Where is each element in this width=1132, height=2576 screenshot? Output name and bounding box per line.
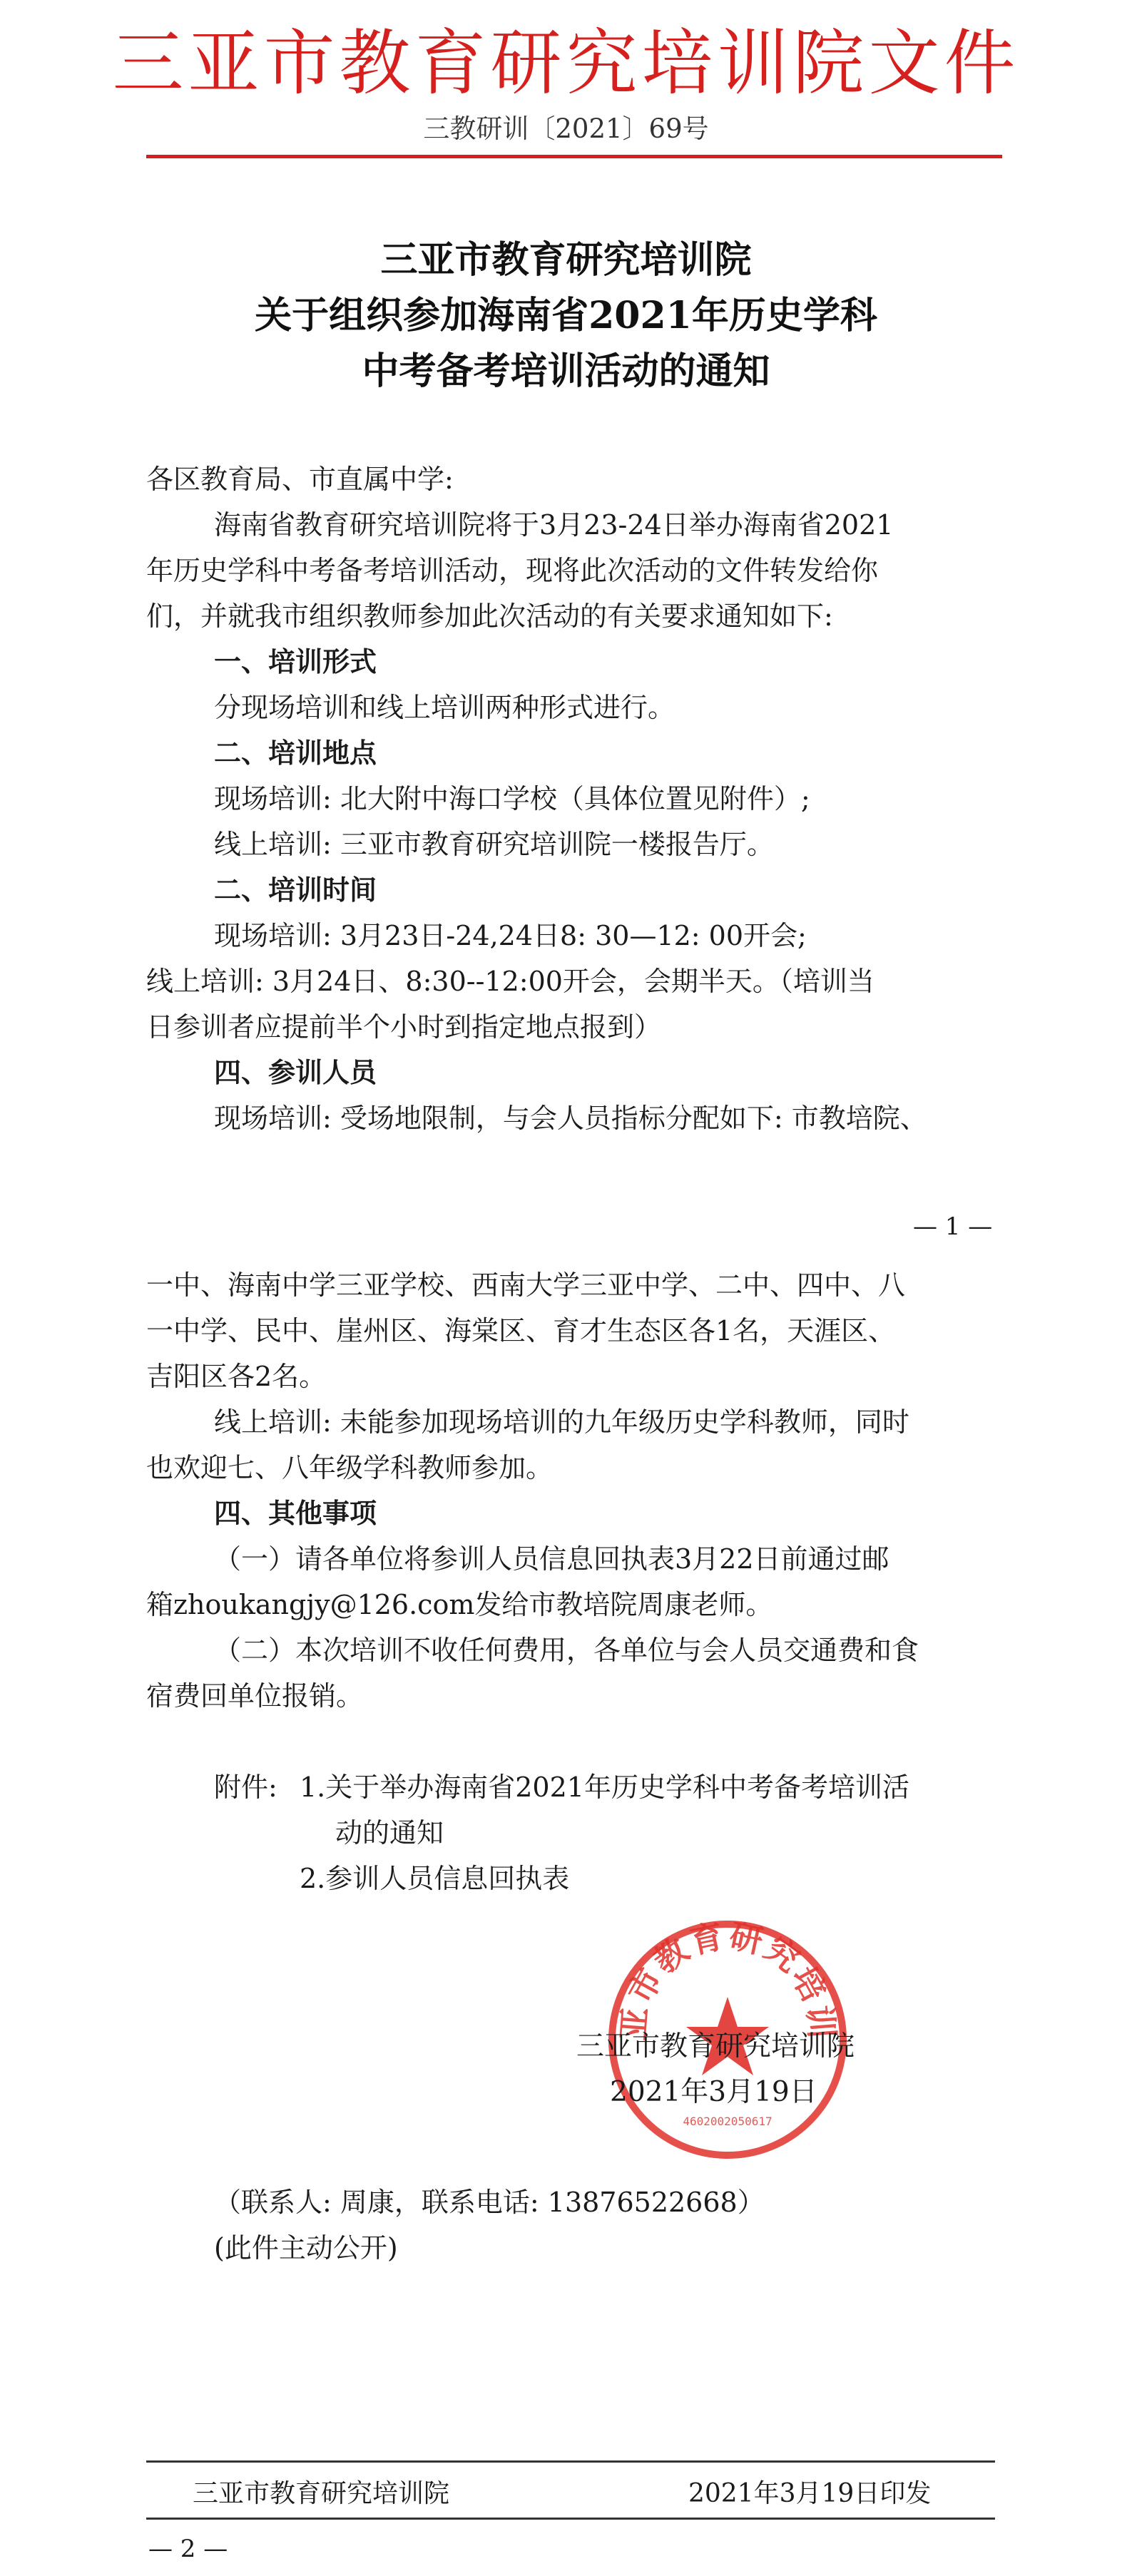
header-red-rule [146, 155, 1002, 158]
participants-onsite-cont-1: 一中、海南中学三亚学校、西南大学三亚中学、二中、四中、八 [146, 1269, 906, 1301]
salutation: 各区教育局、市直属中学: [146, 464, 454, 495]
participants-onsite-cont-3: 吉阳区各2名。 [146, 1361, 327, 1392]
section-heading-other-matters: 四、其他事项 [214, 1498, 377, 1529]
section-heading-participants: 四、参训人员 [214, 1057, 377, 1088]
intro-line-3: 们，并就我市组织教师参加此次活动的有关要求通知如下: [146, 600, 833, 632]
other-item1-line1: （一）请各单位将参训人员信息回执表3月22日前通过邮 [214, 1543, 889, 1575]
document-header-title: 三亚市教育研究培训院文件 [112, 21, 1020, 105]
document-number: 三教研训〔2021〕69号 [423, 113, 709, 144]
footer-print-date: 2021年3月19日印发 [688, 2479, 932, 2508]
participants-online-2: 也欢迎七、八年级学科教师参加。 [146, 1452, 554, 1483]
attachment-item-1-cont: 动的通知 [335, 1817, 444, 1849]
participants-onsite-cont-2: 一中学、民中、崖州区、海棠区、育才生态区各1名，天涯区、 [146, 1315, 896, 1346]
seal-text: 亚市教育研究培训 [613, 1918, 842, 2042]
public-note: (此件主动公开) [214, 2232, 398, 2264]
location-onsite: 现场培训: 北大附中海口学校（具体位置见附件）; [214, 783, 810, 814]
section-heading-training-location: 二、培训地点 [214, 737, 377, 769]
signature-org: 三亚市教育研究培训院 [576, 2030, 855, 2063]
attachment-item-1: 1.关于举办海南省2021年历史学科中考备考培训活 [300, 1772, 909, 1803]
other-item2-line2: 宿费回单位报销。 [146, 1680, 364, 1712]
location-online: 线上培训: 三亚市教育研究培训院一楼报告厅。 [214, 829, 774, 860]
section-heading-training-time: 二、培训时间 [214, 874, 377, 906]
other-item2-line1: （二）本次培训不收任何费用，各单位与会人员交通费和食 [214, 1635, 919, 1666]
intro-line-1: 海南省教育研究培训院将于3月23-24日举办海南省2021 [214, 509, 894, 541]
footer-rule-bottom [146, 2518, 995, 2520]
page-number-2: — 2 — [148, 2535, 228, 2563]
notice-title-line-2: 关于组织参加海南省2021年历史学科 [255, 294, 877, 337]
footer-rule-top [146, 2460, 995, 2463]
intro-line-2: 年历史学科中考备考培训活动，现将此次活动的文件转发给你 [146, 555, 879, 586]
other-item1-line2: 箱zhoukangjy@126.com发给市教培院周康老师。 [146, 1589, 773, 1620]
notice-title-line-3: 中考备考培训活动的通知 [362, 349, 770, 393]
time-online: 线上培训: 3月24日、8:30--12:00开会，会期半天。（培训当 [146, 966, 875, 997]
notice-title-line-1: 三亚市教育研究培训院 [380, 238, 752, 282]
participants-online-1: 线上培训: 未能参加现场培训的九年级历史学科教师，同时 [214, 1406, 909, 1438]
page-number-1: — 1 — [913, 1212, 993, 1241]
time-online-cont: 日参训者应提前半个小时到指定地点报到） [146, 1011, 662, 1043]
attachments-label: 附件: [214, 1772, 277, 1803]
contact-info: （联系人: 周康，联系电话: 13876522668） [214, 2187, 765, 2218]
attachment-item-2: 2.参训人员信息回执表 [300, 1863, 570, 1894]
seal-code: 4602002050617 [683, 2115, 772, 2128]
time-onsite: 现场培训: 3月23日-24,24日8: 30—12: 00开会; [214, 920, 807, 951]
signature-date: 2021年3月19日 [610, 2076, 817, 2108]
footer-org: 三亚市教育研究培训院 [193, 2479, 450, 2508]
training-format-text: 分现场培训和线上培训两种形式进行。 [214, 692, 675, 723]
section-heading-training-format: 一、培训形式 [214, 646, 377, 678]
participants-onsite: 现场培训: 受场地限制，与会人员指标分配如下: 市教培院、 [214, 1103, 927, 1134]
